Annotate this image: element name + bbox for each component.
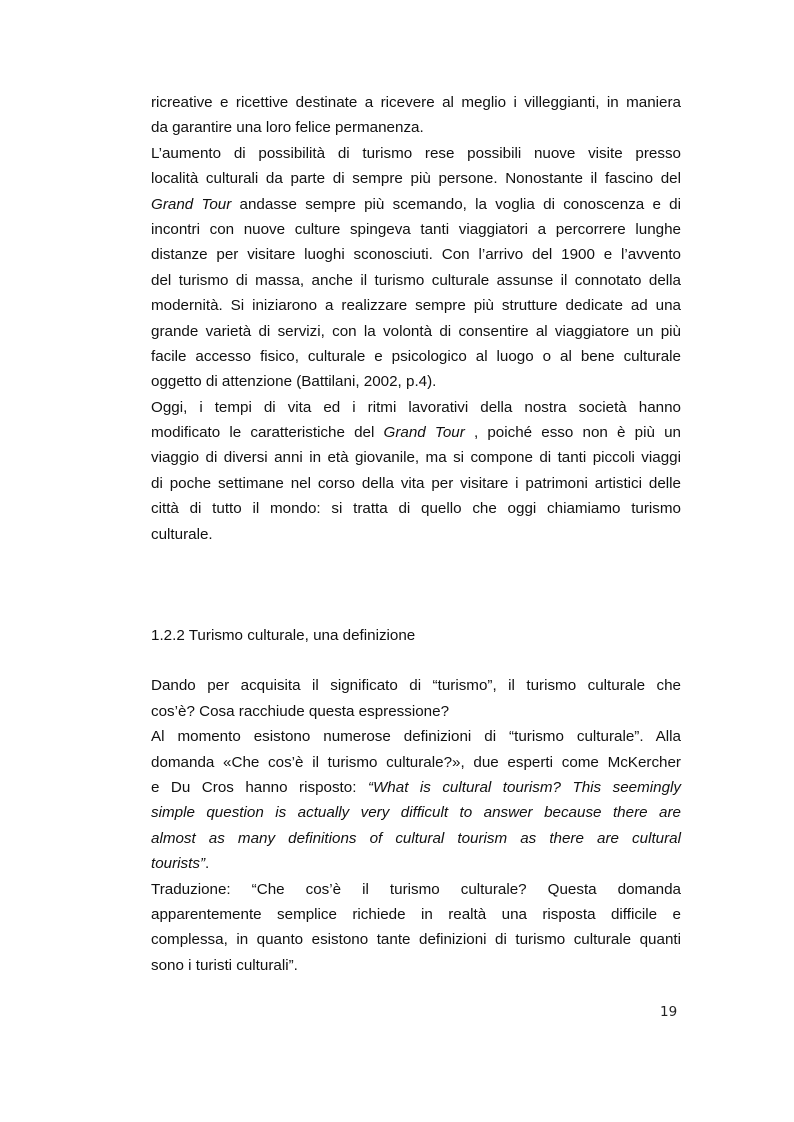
text-line: da garantire una loro felice permanenza. — [151, 119, 424, 137]
text-line: modernità. Si iniziarono a realizzare sempre più strutture dedicate ad una — [151, 297, 681, 315]
text-line: località culturali da parte di sempre più persone. Nonostante il fascino del — [151, 170, 681, 188]
text-line: grande varietà di servizi, con la volontà di consentire al viaggiatore un più — [151, 322, 681, 340]
paragraph-question — [151, 673, 681, 724]
text-line: domanda «Che cos’è il turismo culturale?», due esperti come McKercher — [151, 753, 681, 771]
italic-term: Grand Tour — [151, 195, 232, 213]
text-line — [151, 192, 681, 217]
text-line: Dando per acquisita il significato di “turismo”, il turismo culturale che — [151, 677, 681, 695]
section-heading: 1.2.2 Turismo culturale, una definizione — [151, 627, 416, 645]
text-line: distanze per visitare luoghi sconosciuti. Con l’arrivo del 1900 e l’avvento — [151, 246, 681, 264]
text-line: sono i turisti culturali”. — [151, 956, 298, 974]
section-spacer — [151, 547, 681, 623]
text-line: Al momento esistono numerose definizioni di “turismo culturale”. Alla — [151, 728, 681, 746]
text-line: Traduzione: “Che cos’è il turismo culturale? Questa domanda — [151, 880, 681, 898]
paragraph-translation — [151, 877, 681, 979]
text-line: apparentemente semplice richiede in realtà una risposta difficile e — [151, 905, 681, 923]
italic-quote: simple question is actually very difficult to answer because there are — [151, 804, 681, 822]
text-line: complessa, in quanto esistono tante definizioni di turismo culturale quanti — [151, 931, 681, 949]
text-line — [151, 775, 681, 800]
text-line: città di tutto il mondo: si tratta di quello che oggi chiamiamo turismo — [151, 500, 681, 518]
text-line: ricreative e ricettive destinate a ricevere al meglio i villeggianti, in maniera — [151, 94, 681, 111]
text-line: L’aumento di possibilità di turismo rese possibili nuove visite presso — [151, 144, 681, 162]
italic-quote: almost as many definitions of cultural tourism as there are cultural — [151, 829, 681, 847]
text-line: culturale. — [151, 525, 213, 543]
italic-term: Grand Tour — [383, 424, 465, 442]
paragraph-intro — [151, 90, 681, 141]
page-body — [151, 90, 681, 978]
paragraph-definitions — [151, 724, 681, 876]
text-line — [151, 420, 681, 445]
text-line — [151, 800, 681, 825]
text-line: facile accesso fisico, culturale e psicologico al luogo o al bene culturale — [151, 347, 681, 365]
text-line: oggetto di attenzione (Battilani, 2002, p.4). — [151, 373, 437, 391]
text-line: incontri con nuove culture spingeva tanti viaggiatori a percorrere lunghe — [151, 220, 681, 238]
page-number: 19 — [660, 1004, 678, 1020]
paragraph-mass-tourism — [151, 141, 681, 395]
paragraph-today — [151, 395, 681, 547]
text-fragment: , poiché esso non è più un — [464, 424, 681, 442]
text-fragment: modificato le caratteristiche del — [151, 424, 384, 442]
italic-quote: “What is cultural tourism? This seemingly — [367, 778, 681, 796]
text-line: viaggio di diversi anni in età giovanile, ma si compone di tanti piccoli viaggi — [151, 449, 681, 467]
text-line: di poche settimane nel corso della vita per visitare i patrimoni artistici delle — [151, 474, 681, 492]
text-line: Oggi, i tempi di vita ed i ritmi lavorativi della nostra società hanno — [151, 398, 681, 416]
text-fragment: . — [205, 855, 210, 873]
text-line — [151, 826, 681, 851]
section-spacer — [151, 648, 681, 673]
text-line: del turismo di massa, anche il turismo culturale assunse il connotato della — [151, 271, 681, 289]
italic-quote: tourists” — [151, 855, 206, 873]
text-fragment: andasse sempre più scemando, la voglia di conoscenza e di — [231, 195, 682, 213]
text-fragment: e Du Cros hanno risposto: — [151, 778, 368, 796]
text-line: cos’è? Cosa racchiude questa espressione? — [151, 702, 450, 720]
text-line — [151, 851, 681, 876]
